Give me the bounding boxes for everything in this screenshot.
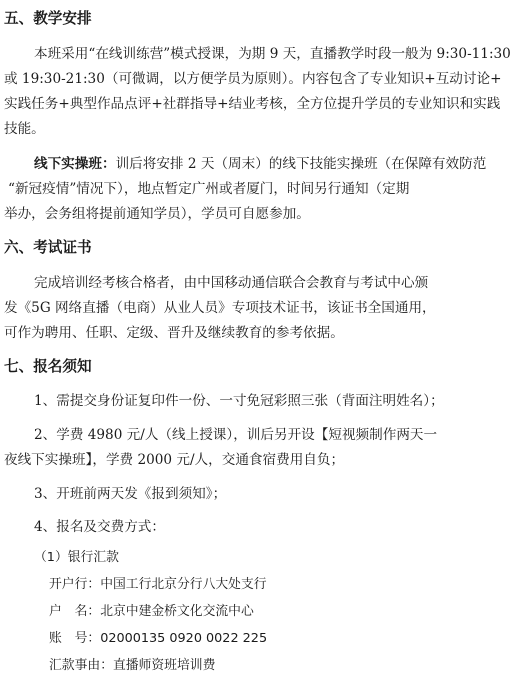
section-5-para1-line2: 或 19:30-21:30（可微调，以方便学员为原则）。内容包含了专业知识+互动讨论+ bbox=[4, 71, 502, 87]
bank-transfer-title: （1）银行汇款 bbox=[34, 550, 119, 565]
notice-item-1: 1、需提交身份证复印件一份、一寸免冠彩照三张（背面注明姓名）； bbox=[34, 393, 444, 409]
notice-item-3: 3、开班前两天发《报到须知》； bbox=[34, 486, 227, 502]
bank-row-remittance-purpose: 汇款事由：直播师资班培训费 bbox=[49, 658, 216, 673]
section-6-line2: 发《5G 网络直播（电商）从业人员》专项技术证书，该证书全国通用， bbox=[4, 300, 436, 316]
section-6-line1: 完成培训经考核合格者，由中国移动通信联合会教育与考试中心颁 bbox=[34, 275, 429, 291]
section-7-heading: 七、报名须知 bbox=[4, 358, 92, 375]
notice-item-2-line1: 2、学费 4980 元/人（线上授课），训后另开设【短视频制作两天一 bbox=[34, 427, 438, 443]
section-6-heading: 六、考试证书 bbox=[4, 239, 92, 256]
notice-item-4: 4、报名及交费方式： bbox=[34, 519, 165, 535]
section-5-para1-line1: 本班采用“在线训练营”模式授课，为期 9 天，直播教学时段一般为 9:30-11:30 bbox=[34, 46, 511, 62]
bank-row-account-number: 账 号：02000135 0920 0022 225 bbox=[49, 631, 268, 646]
offline-class-line3: 举办，会务组将提前通知学员），学员可自愿参加。 bbox=[4, 206, 310, 222]
section-6-line3: 可作为聘用、任职、定级、晋升及继续教育的参考依据。 bbox=[4, 325, 344, 341]
section-5-heading: 五、教学安排 bbox=[4, 10, 92, 27]
bank-row-account-name: 户 名：北京中建金桥文化交流中心 bbox=[49, 604, 254, 619]
bank-row-branch: 开户行：中国工行北京分行八大处支行 bbox=[49, 577, 267, 592]
offline-class-line2: “新冠疫情”情况下），地点暂定广州或者厦门，时间另行通知（定期 bbox=[8, 181, 410, 197]
offline-class-line1 bbox=[34, 155, 486, 173]
notice-item-2-line2: 夜线下实操班】，学费 2000 元/人，交通食宿费用自负； bbox=[4, 452, 345, 468]
section-5-para1-line3: 实践任务+典型作品点评+社群指导+结业考核，全方位提升学员的专业知识和实践 bbox=[4, 96, 501, 112]
offline-class-label: 线下实操班： bbox=[34, 156, 116, 172]
section-5-para1-line4: 技能。 bbox=[4, 121, 45, 137]
offline-class-text-line1: 训后将安排 2 天（周末）的线下技能实操班（在保障有效防范 bbox=[115, 156, 487, 172]
